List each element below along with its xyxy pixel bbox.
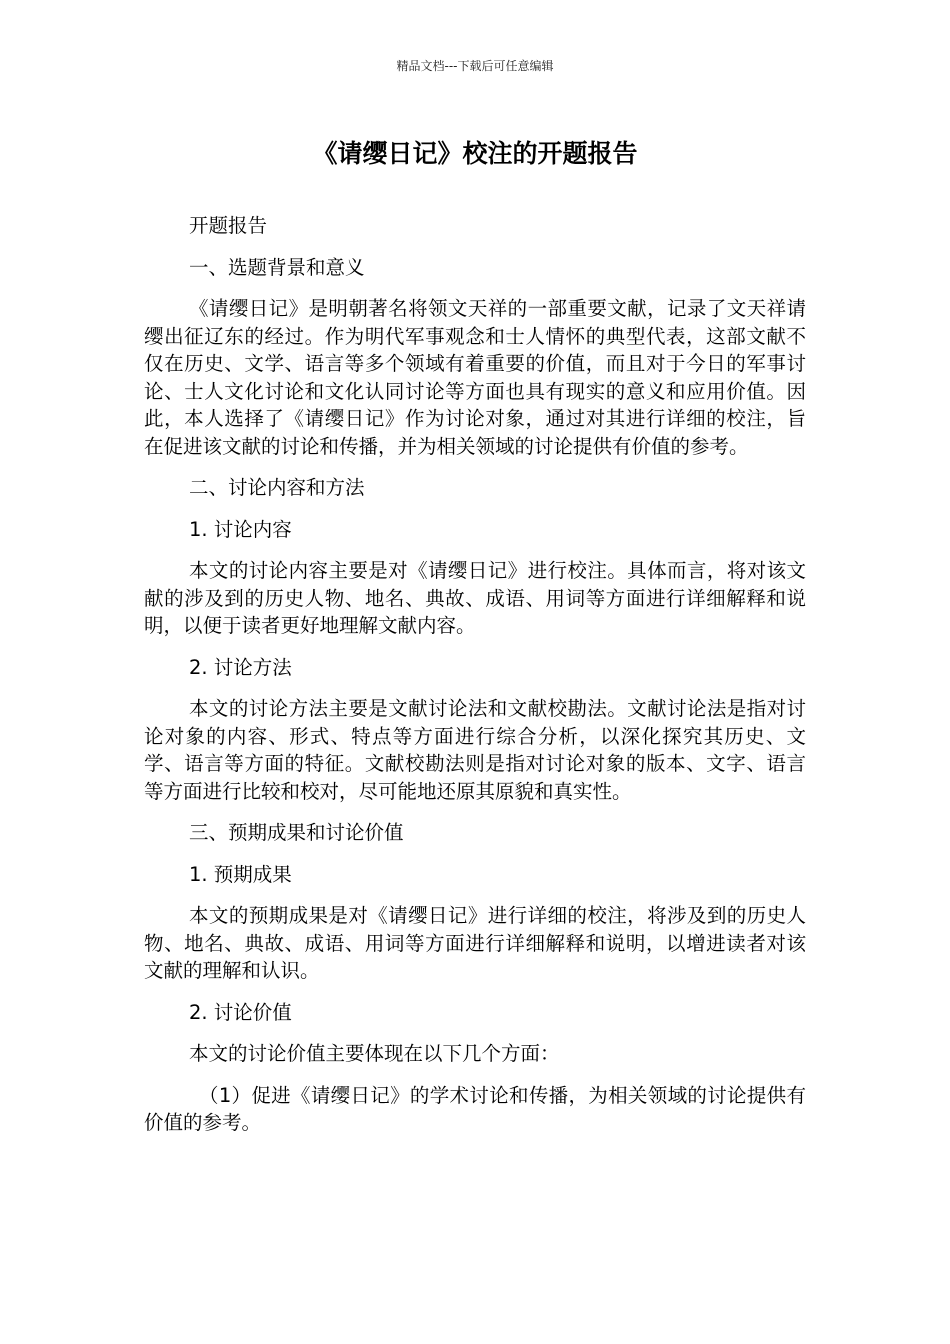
report-label: 开题报告 bbox=[189, 214, 268, 237]
section-heading-results-value: 三、预期成果和讨论价值 bbox=[189, 821, 404, 844]
subheading-method: 2. 讨论方法 bbox=[189, 655, 292, 679]
watermark-header: 精品文档---下载后可任意编辑 bbox=[396, 59, 554, 73]
document-body bbox=[144, 212, 806, 1151]
section-heading-background: 一、选题背景和意义 bbox=[189, 255, 365, 279]
paragraph-content: 本文的讨论内容主要是对《请缨日记》进行校注。具体而言，将对该文献的涉及到的历史人物、地名、典故、成语、用词等方面进行详细解释和说明，以便于读者更好地理解文献内容。 bbox=[144, 559, 806, 637]
subheading-results: 1. 预期成果 bbox=[189, 862, 292, 886]
paragraph-value: 本文的讨论价值主要体现在以下几个方面： bbox=[189, 1042, 560, 1065]
document-title: 《请缨日记》校注的开题报告 bbox=[312, 139, 638, 168]
subheading-content: 1. 讨论内容 bbox=[189, 517, 292, 541]
section-heading-content-method: 二、讨论内容和方法 bbox=[189, 476, 365, 499]
paragraph-method: 本文的讨论方法主要是文献讨论法和文献校勘法。文献讨论法是指对讨论对象的内容、形式、特点等方面进行综合分析，以深化探究其历史、文学、语言等方面的特征。文献校勘法则是指对讨论对象的版本、文字、语言等方面进行比较和校对，尽可能地还原其原貌和真实性。 bbox=[144, 697, 806, 803]
paragraph-background: 《请缨日记》是明朝著名将领文天祥的一部重要文献，记录了文天祥请缨出征辽东的经过。作为明代军事观念和士人情怀的典型代表，这部文献不仅在历史、文学、语言等多个领域有着重要的价值，而且对于今日的军事讨论、士人文化讨论和文化认同讨论等方面也具有现实的意义和应用价值。因此，本人选择了《请缨日记》作为讨论对象，通过对其进行详细的校注，旨在促进该文献的讨论和传播，并为相关领域的讨论提供有价值的参考。 bbox=[144, 297, 806, 458]
subheading-value: 2. 讨论价值 bbox=[189, 1000, 292, 1024]
paragraph-results: 本文的预期成果是对《请缨日记》进行详细的校注，将涉及到的历史人物、地名、典故、成语、用词等方面进行详细解释和说明，以增进读者对该文献的理解和认识。 bbox=[144, 904, 806, 982]
list-item-value-1: （1）促进《请缨日记》的学术讨论和传播，为相关领域的讨论提供有价值的参考。 bbox=[144, 1083, 806, 1134]
